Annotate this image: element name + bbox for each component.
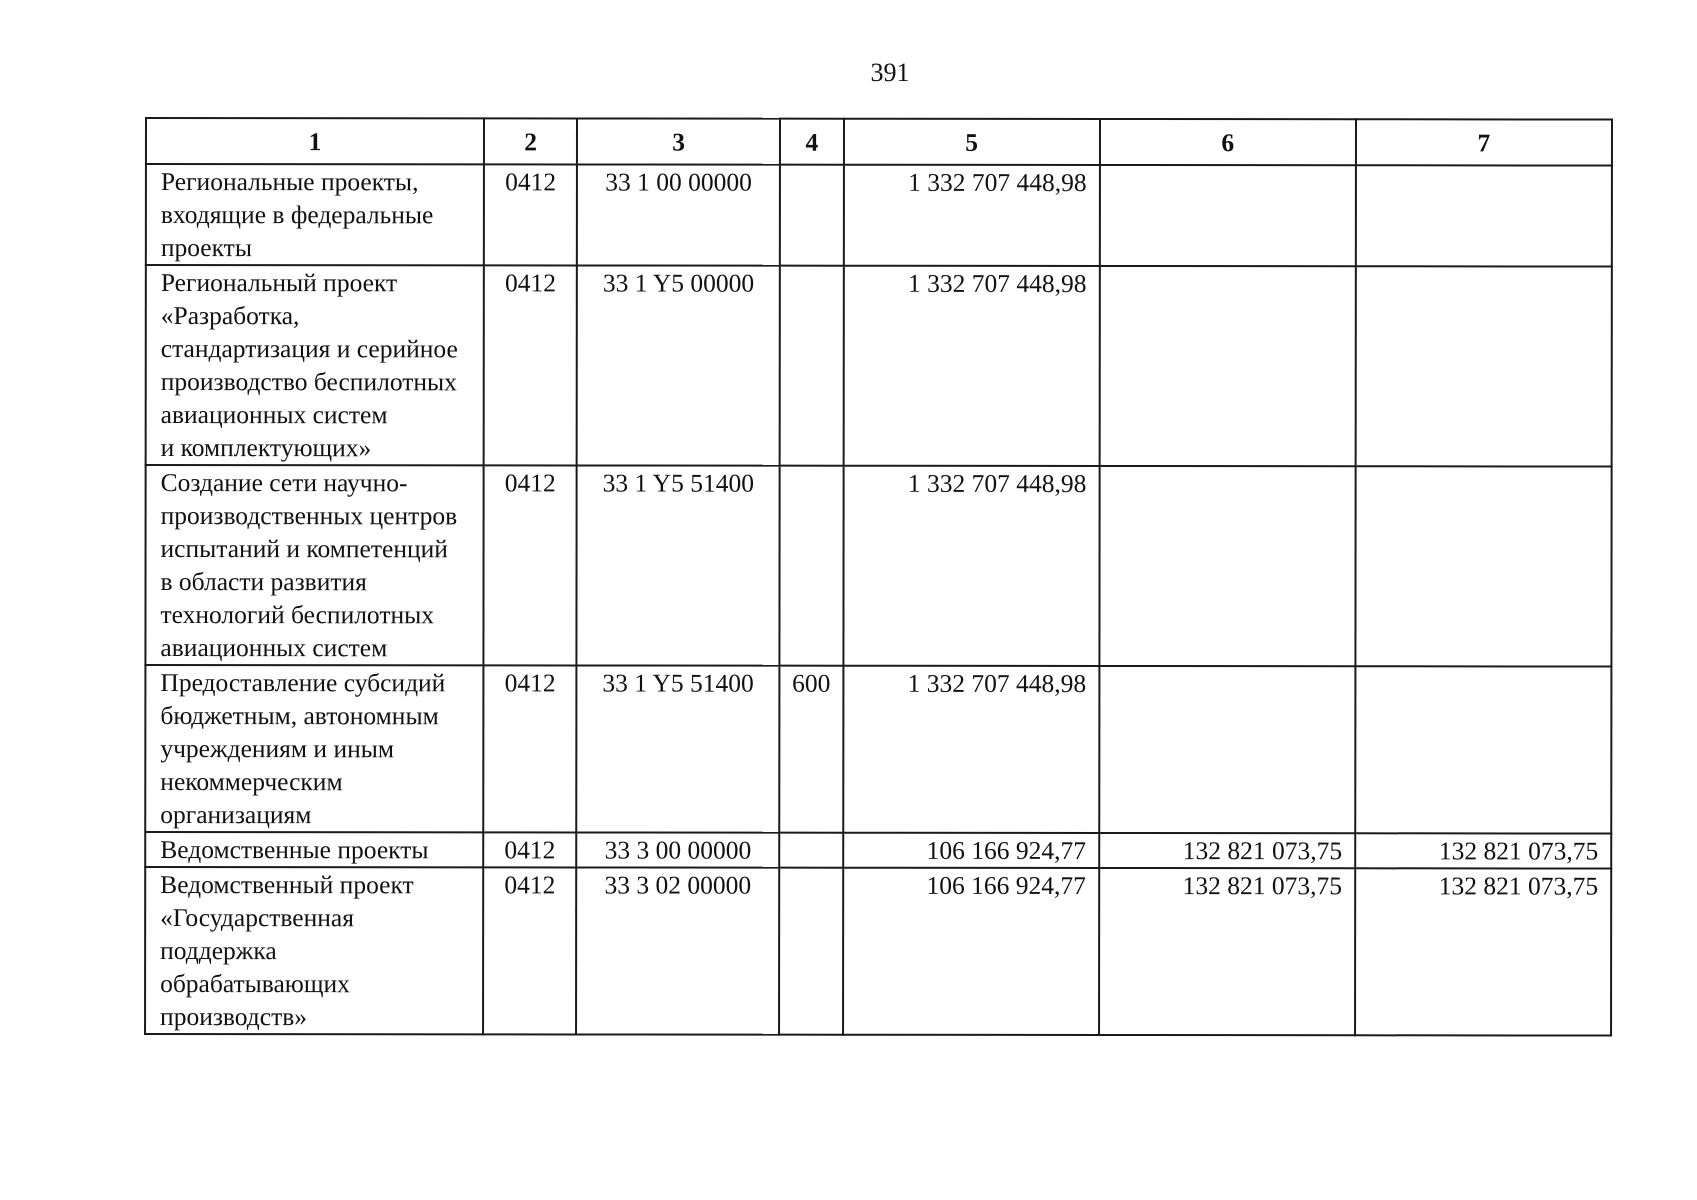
amount-col7-cell: [1355, 666, 1611, 833]
amount-col7-cell: 132 821 073,75: [1355, 868, 1611, 1035]
section-code-cell: 0412: [483, 832, 576, 867]
header-row: [146, 118, 1612, 166]
row-name: Ведомственные проекты: [160, 835, 429, 865]
target-article-cell: 33 1 Y5 00000: [577, 265, 780, 465]
amount-col5-cell: 106 166 924,77: [843, 868, 1099, 1035]
section-code-cell: 0412: [483, 665, 576, 832]
amount-col5-cell: 1 332 707 448,98: [843, 165, 1099, 266]
section-code-cell: 0412: [484, 164, 577, 265]
target-article-cell: 33 1 Y5 51400: [577, 665, 780, 832]
table-row: [145, 665, 1611, 834]
amount-col6-cell: [1099, 666, 1355, 833]
page-number: 391: [870, 58, 910, 87]
row-name-cell: [146, 265, 484, 465]
amount-col7-cell: 132 821 073,75: [1355, 833, 1611, 868]
row-name-cell: [145, 832, 483, 867]
table-row: [146, 164, 1612, 267]
table-row: [145, 867, 1611, 1036]
table-row: [146, 265, 1612, 467]
column-header-7: 7: [1356, 119, 1612, 165]
amount-col6-cell: [1099, 466, 1355, 666]
column-header-3: 3: [577, 118, 780, 164]
amount-col6-cell: 132 821 073,75: [1099, 868, 1355, 1035]
amount-col5-cell: 1 332 707 448,98: [843, 266, 1099, 466]
column-header-2: 2: [484, 118, 577, 164]
amount-col5-cell: 106 166 924,77: [843, 833, 1099, 868]
column-header-5: 5: [844, 119, 1100, 165]
budget-table: [144, 117, 1613, 1037]
amount-col6-cell: [1100, 165, 1356, 266]
table-row: [145, 832, 1611, 869]
row-name: Предоставление субсидий бюджетным, автономным учреждениям и иным некоммерческим организациям: [160, 668, 446, 830]
target-article-cell: 33 3 02 00000: [576, 867, 779, 1034]
expense-type-cell: [780, 266, 844, 466]
row-name-cell: [146, 164, 484, 265]
row-name: Региональный проект «Разработка, стандартизация и серийное производство беспилотных авиационных систем и комплектующих»: [160, 268, 458, 463]
target-article-cell: 33 1 00 00000: [577, 164, 780, 265]
row-name: Создание сети научно- производственных центров испытаний и компетенций в области развития технологий беспилотных авиационных систем: [160, 468, 458, 663]
target-article-cell: 33 3 00 00000: [576, 832, 779, 867]
amount-col7-cell: [1356, 165, 1612, 266]
amount-col6-cell: 132 821 073,75: [1099, 833, 1355, 868]
row-name: Ведомственный проект «Государственная поддержка обрабатывающих производств»: [160, 870, 414, 1032]
target-article-cell: 33 1 Y5 51400: [577, 465, 780, 665]
row-name-cell: [145, 465, 483, 665]
column-header-4: 4: [780, 119, 844, 165]
expense-type-cell: [780, 466, 844, 666]
amount-col6-cell: [1099, 266, 1355, 466]
expense-type-cell: [780, 165, 844, 266]
expense-type-cell: [779, 868, 843, 1035]
section-code-cell: 0412: [483, 465, 576, 665]
amount-col7-cell: [1355, 466, 1611, 666]
section-code-cell: 0412: [483, 867, 576, 1034]
column-header-1: 1: [146, 118, 484, 164]
section-code-cell: 0412: [484, 265, 577, 465]
expense-type-cell: [779, 833, 843, 868]
column-header-6: 6: [1100, 119, 1356, 165]
amount-col5-cell: 1 332 707 448,98: [843, 666, 1099, 833]
expense-type-cell: 600: [779, 666, 843, 833]
table-row: [145, 465, 1611, 667]
row-name-cell: [145, 867, 483, 1034]
amount-col7-cell: [1355, 266, 1611, 466]
row-name-cell: [145, 665, 483, 832]
row-name: Региональные проекты, входящие в федеральные проекты: [160, 167, 434, 263]
amount-col5-cell: 1 332 707 448,98: [843, 466, 1099, 666]
